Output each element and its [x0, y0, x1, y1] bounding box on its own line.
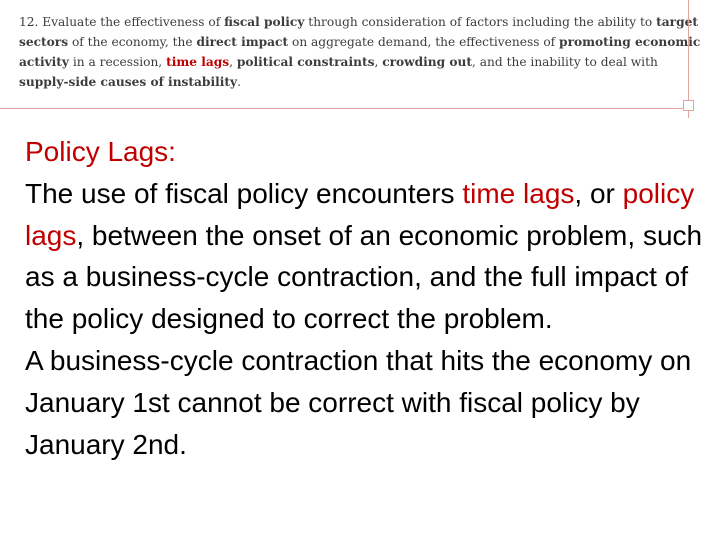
header-text: 12. Evaluate the effectiveness of [19, 15, 225, 29]
paragraph-text: , between the onset of an economic problem, such as a business-cycle contraction, and the full impact of the policy designed to correct the problem. [25, 219, 703, 335]
header-term-fiscal-policy: fiscal policy [224, 15, 305, 29]
header-term-time-lags: time lags [166, 55, 230, 69]
header-term-promoting-activity: promoting economic activity [19, 35, 701, 69]
header-term-supply-side: supply-side causes of instability [19, 75, 238, 89]
paragraph-example: A business-cycle contraction that hits the economy on January 1st cannot be correct with fiscal policy by January 2nd. [25, 344, 692, 460]
term-policy-lags: policy lags [25, 177, 695, 251]
header-text: , [229, 55, 237, 69]
header-text: of the economy, the [68, 35, 197, 49]
header-text: , and the inability to deal with [472, 55, 658, 69]
header-text: through consideration of factors including the ability to [304, 15, 657, 29]
header-text: . [237, 75, 241, 89]
paragraph-policy-lags [25, 173, 715, 340]
corner-square [683, 100, 694, 111]
header-term-direct-impact: direct impact [196, 35, 289, 49]
term-time-lags: time lags [462, 177, 575, 209]
slide-body [25, 131, 715, 465]
header-term-crowding-out: crowding out [382, 55, 473, 69]
header-term-target-sectors: target sectors [19, 15, 699, 49]
paragraph-text: , or [574, 177, 623, 209]
question-header [19, 12, 701, 92]
header-text: in a recession, [69, 55, 167, 69]
header-term-political-constraints: political constraints [236, 55, 375, 69]
header-text: on aggregate demand, the effectiveness of [288, 35, 560, 49]
paragraph-text: The use of fiscal policy encounters [25, 177, 463, 209]
horizontal-divider [0, 108, 688, 109]
slide-heading: Policy Lags: [25, 136, 176, 167]
header-text: , [374, 55, 383, 69]
